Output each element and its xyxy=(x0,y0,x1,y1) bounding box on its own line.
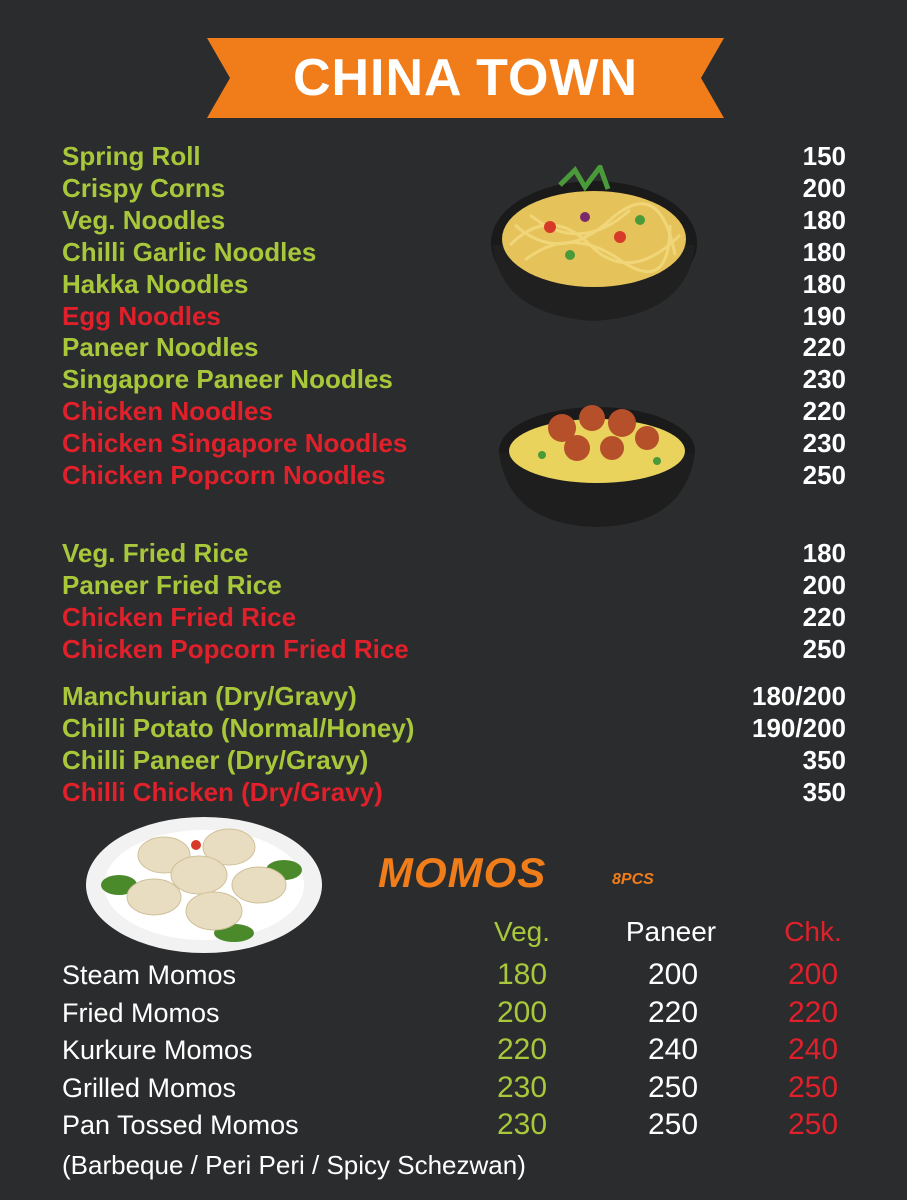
momos-price-paneer: 200 xyxy=(647,958,699,991)
menu-item-name: Egg Noodles xyxy=(62,300,221,331)
menu-item-name: Crispy Corns xyxy=(62,172,226,203)
menu-item-name: Hakka Noodles xyxy=(62,268,249,299)
menu-item-row xyxy=(62,712,846,744)
menu-item-price: 230 xyxy=(802,428,846,459)
menu-item-row xyxy=(62,459,846,491)
momos-flavours-note: (Barbeque / Peri Peri / Spicy Schezwan) xyxy=(62,1150,526,1180)
menu-item-price: 220 xyxy=(802,332,846,363)
momos-price-paneer: 220 xyxy=(647,996,699,1029)
momos-item-name: Kurkure Momos xyxy=(62,1035,253,1065)
menu-item-price: 350 xyxy=(802,744,846,775)
momos-price-veg: 230 xyxy=(496,1108,548,1141)
menu-item-price: 180/200 xyxy=(752,681,846,711)
momos-item-name: Fried Momos xyxy=(62,998,220,1028)
menu-item-name: Chilli Garlic Noodles xyxy=(62,236,317,267)
menu-item-name: Chicken Fried Rice xyxy=(62,601,297,632)
menu-item-name: Spring Roll xyxy=(62,141,201,171)
momos-price-paneer: 250 xyxy=(647,1071,699,1104)
menu-item-price: 180 xyxy=(802,204,846,235)
menu-item-name: Paneer Fried Rice xyxy=(62,569,282,600)
menu-item-price: 200 xyxy=(802,569,846,600)
menu-item-name: Chicken Singapore Noodles xyxy=(62,428,408,459)
menu-item-name: Singapore Paneer Noodles xyxy=(62,364,393,395)
menu-item-row xyxy=(62,395,846,427)
menu-item-price: 150 xyxy=(802,141,846,171)
menu-item-row xyxy=(62,363,846,395)
momos-price-chk: 200 xyxy=(787,958,839,991)
menu-item-price: 220 xyxy=(802,396,846,427)
momos-plate-image xyxy=(84,815,324,955)
menu-item-row xyxy=(62,427,846,459)
page-title: CHINA TOWN xyxy=(292,49,639,107)
menu-item-row xyxy=(62,680,846,712)
momos-price-paneer: 250 xyxy=(647,1108,699,1141)
menu-item-price: 250 xyxy=(802,460,846,490)
menu-item-row xyxy=(62,172,846,204)
noodle-bowl-image xyxy=(490,165,698,325)
menu-item-row xyxy=(62,300,846,332)
momos-col-veg: Veg. xyxy=(493,916,551,947)
menu-item-name: Chilli Chicken (Dry/Gravy) xyxy=(62,776,383,807)
momos-price-chk: 240 xyxy=(787,1033,839,1066)
menu-item-row xyxy=(62,204,846,236)
menu-item-price: 180 xyxy=(802,538,846,568)
momos-item-name: Steam Momos xyxy=(62,960,237,990)
menu-item-row xyxy=(62,331,846,363)
menu-item-price: 230 xyxy=(802,364,846,395)
menu-item-price: 190/200 xyxy=(752,712,846,743)
menu-item-name: Chicken Popcorn Noodles xyxy=(62,460,386,490)
fried-rice-bowl-image xyxy=(497,393,697,529)
menu-item-row xyxy=(62,268,846,300)
menu-item-price: 180 xyxy=(802,236,846,267)
menu-item-name: Chicken Popcorn Fried Rice xyxy=(62,633,409,664)
menu-item-name: Chilli Potato (Normal/Honey) xyxy=(62,712,415,743)
menu-item-row xyxy=(62,776,846,808)
momos-price-paneer: 240 xyxy=(647,1033,699,1066)
menu-item-row xyxy=(62,569,846,601)
menu-item-name: Veg. Noodles xyxy=(62,204,226,235)
menu-item-name: Chicken Noodles xyxy=(62,396,273,427)
menu-item-price: 350 xyxy=(802,776,846,807)
momos-pieces-label: 8PCS xyxy=(612,871,654,888)
menu-item-row xyxy=(62,537,846,569)
menu-item-price: 250 xyxy=(802,633,846,664)
menu-item-price: 190 xyxy=(802,300,846,331)
menu-item-row xyxy=(62,601,846,633)
momos-price-veg: 220 xyxy=(496,1033,548,1066)
momos-price-chk: 220 xyxy=(787,996,839,1029)
menu-item-name: Paneer Noodles xyxy=(62,332,259,363)
momos-price-veg: 180 xyxy=(496,958,548,991)
title-banner xyxy=(207,38,724,118)
momos-price-veg: 200 xyxy=(496,996,548,1029)
menu-item-name: Chilli Paneer (Dry/Gravy) xyxy=(62,744,369,775)
momos-item-name: Grilled Momos xyxy=(62,1073,237,1103)
momos-price-veg: 230 xyxy=(496,1071,548,1104)
menu-item-price: 220 xyxy=(802,601,846,632)
menu-item-row xyxy=(62,236,846,268)
menu-item-name: Manchurian (Dry/Gravy) xyxy=(62,681,357,711)
menu-item-row xyxy=(62,633,846,665)
momos-heading: MOMOS xyxy=(378,849,547,896)
menu-item-price: 200 xyxy=(802,172,846,203)
momos-col-paneer: Paneer xyxy=(625,916,717,947)
menu-item-price: 180 xyxy=(802,268,846,299)
menu-item-name: Veg. Fried Rice xyxy=(62,538,249,568)
momos-price-chk: 250 xyxy=(787,1071,839,1104)
momos-price-chk: 250 xyxy=(787,1108,839,1141)
momos-item-name: Pan Tossed Momos xyxy=(62,1110,299,1140)
momos-col-chicken: Chk. xyxy=(784,916,842,947)
menu-item-row xyxy=(62,140,846,172)
menu-item-row xyxy=(62,744,846,776)
